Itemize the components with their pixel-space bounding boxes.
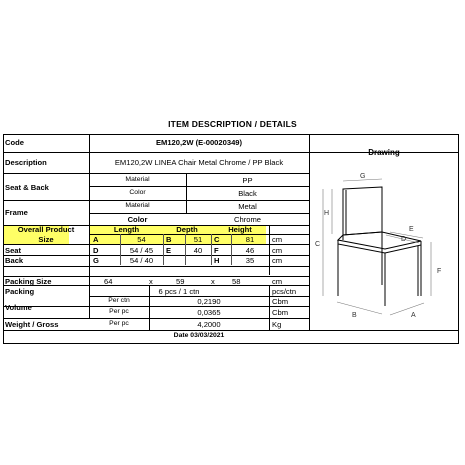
seat-back-material: PP	[242, 176, 253, 185]
row-divider	[3, 173, 309, 174]
c-label: C	[214, 235, 220, 244]
dim-a-label: A	[411, 312, 416, 319]
dim-d-label: D	[401, 236, 407, 243]
row-divider	[3, 318, 309, 319]
height-header: Height	[228, 225, 252, 234]
weight-unit: Kg	[272, 320, 282, 329]
back-unit: cm	[272, 256, 283, 265]
c-value: 81	[245, 235, 255, 244]
volume-per-ctn-unit: Cbm	[272, 297, 289, 306]
col-divider	[269, 285, 270, 330]
frame-material-label: Material	[125, 202, 150, 209]
row-divider	[3, 330, 459, 331]
dim-c-label: C	[315, 241, 321, 248]
row-divider	[3, 255, 309, 256]
g-label: G	[93, 256, 99, 265]
overall-unit: cm	[272, 235, 283, 244]
weight-label: Weight / Gross	[5, 320, 59, 329]
a-label: A	[93, 235, 99, 244]
dim-e-label: E	[409, 226, 414, 233]
date: Date 03/03/2021	[173, 332, 225, 339]
packing-height: 58	[232, 277, 241, 286]
packing-unit: pcs/ctn	[272, 287, 297, 296]
f-label: F	[214, 246, 219, 255]
dim-h-label: H	[324, 210, 330, 217]
packing-x1: x	[149, 277, 153, 286]
chair-drawing	[310, 165, 458, 327]
chair-backrest	[343, 187, 382, 235]
d-label: D	[93, 246, 99, 255]
f-value: 46	[245, 246, 255, 255]
description-label: Description	[5, 158, 47, 167]
col-divider	[163, 234, 164, 265]
dim-g-label: G	[360, 173, 366, 180]
packing-length: 64	[104, 277, 113, 286]
packing-x2: x	[211, 277, 215, 286]
volume-per-pc-label: Per pc	[109, 308, 129, 315]
b-label: B	[166, 235, 172, 244]
seat-back-color: Black	[238, 189, 257, 198]
volume-per-pc: 0,0365	[197, 308, 221, 317]
row-divider	[89, 186, 309, 187]
dim-f-label: F	[437, 268, 442, 275]
frame-label: Frame	[5, 208, 28, 217]
volume-per-ctn-label: Per ctn	[108, 297, 130, 304]
e-value: 40	[193, 246, 203, 255]
frame-color: Chrome	[233, 215, 261, 224]
row-divider	[3, 152, 309, 153]
dim-b-line	[337, 302, 382, 314]
seat-unit: cm	[272, 246, 283, 255]
seat-label: Seat	[5, 246, 22, 255]
packing-value: 6 pcs / 1 ctn	[158, 287, 200, 296]
col-divider	[269, 225, 270, 275]
seat-back-label: Seat & Back	[5, 183, 49, 192]
row-divider	[89, 213, 309, 214]
e-label: E	[166, 246, 172, 255]
h-label: H	[214, 256, 220, 265]
g-value: 54 / 40	[129, 256, 154, 265]
row-divider	[3, 200, 309, 201]
h-value: 35	[245, 256, 255, 265]
packing-label: Packing	[5, 287, 35, 296]
b-value: 51	[193, 235, 203, 244]
back-label: Back	[5, 256, 24, 265]
frame-color-label: Color	[127, 215, 148, 224]
dim-b-label: B	[352, 312, 357, 319]
d-value: 54 / 45	[129, 246, 154, 255]
seat-back-color-label: Color	[129, 189, 146, 196]
description-value: EM120,2W LINEA Chair Metal Chrome / PP Black	[114, 158, 284, 167]
overall-label-1: Overall Product	[17, 225, 75, 234]
overall-label-2: Size	[38, 235, 54, 244]
row-divider	[3, 266, 309, 267]
weight-per-pc-label: Per pc	[109, 320, 129, 327]
packing-size-unit: cm	[272, 277, 283, 286]
packing-width: 59	[176, 277, 185, 286]
weight-value: 4,2000	[197, 320, 221, 329]
length-header: Length	[113, 225, 140, 234]
drawing-label: Drawing	[368, 148, 400, 157]
code-value: EM120,2W (E-00020349)	[155, 138, 243, 147]
row-divider	[3, 244, 309, 245]
volume-label: Volume	[5, 303, 32, 312]
dim-a-line	[390, 303, 424, 315]
code-label: Code	[5, 138, 24, 147]
packing-size-label: Packing Size	[5, 277, 52, 286]
page-title: ITEM DESCRIPTION / DETAILS	[168, 119, 297, 129]
seat-back-material-label: Material	[125, 176, 150, 183]
a-value: 54	[137, 235, 146, 244]
row-divider	[3, 306, 309, 307]
depth-header: Depth	[176, 225, 198, 234]
col-divider	[211, 234, 212, 265]
volume-per-pc-unit: Cbm	[272, 308, 289, 317]
volume-per-ctn: 0,2190	[197, 297, 221, 306]
frame-material: Metal	[238, 202, 257, 211]
